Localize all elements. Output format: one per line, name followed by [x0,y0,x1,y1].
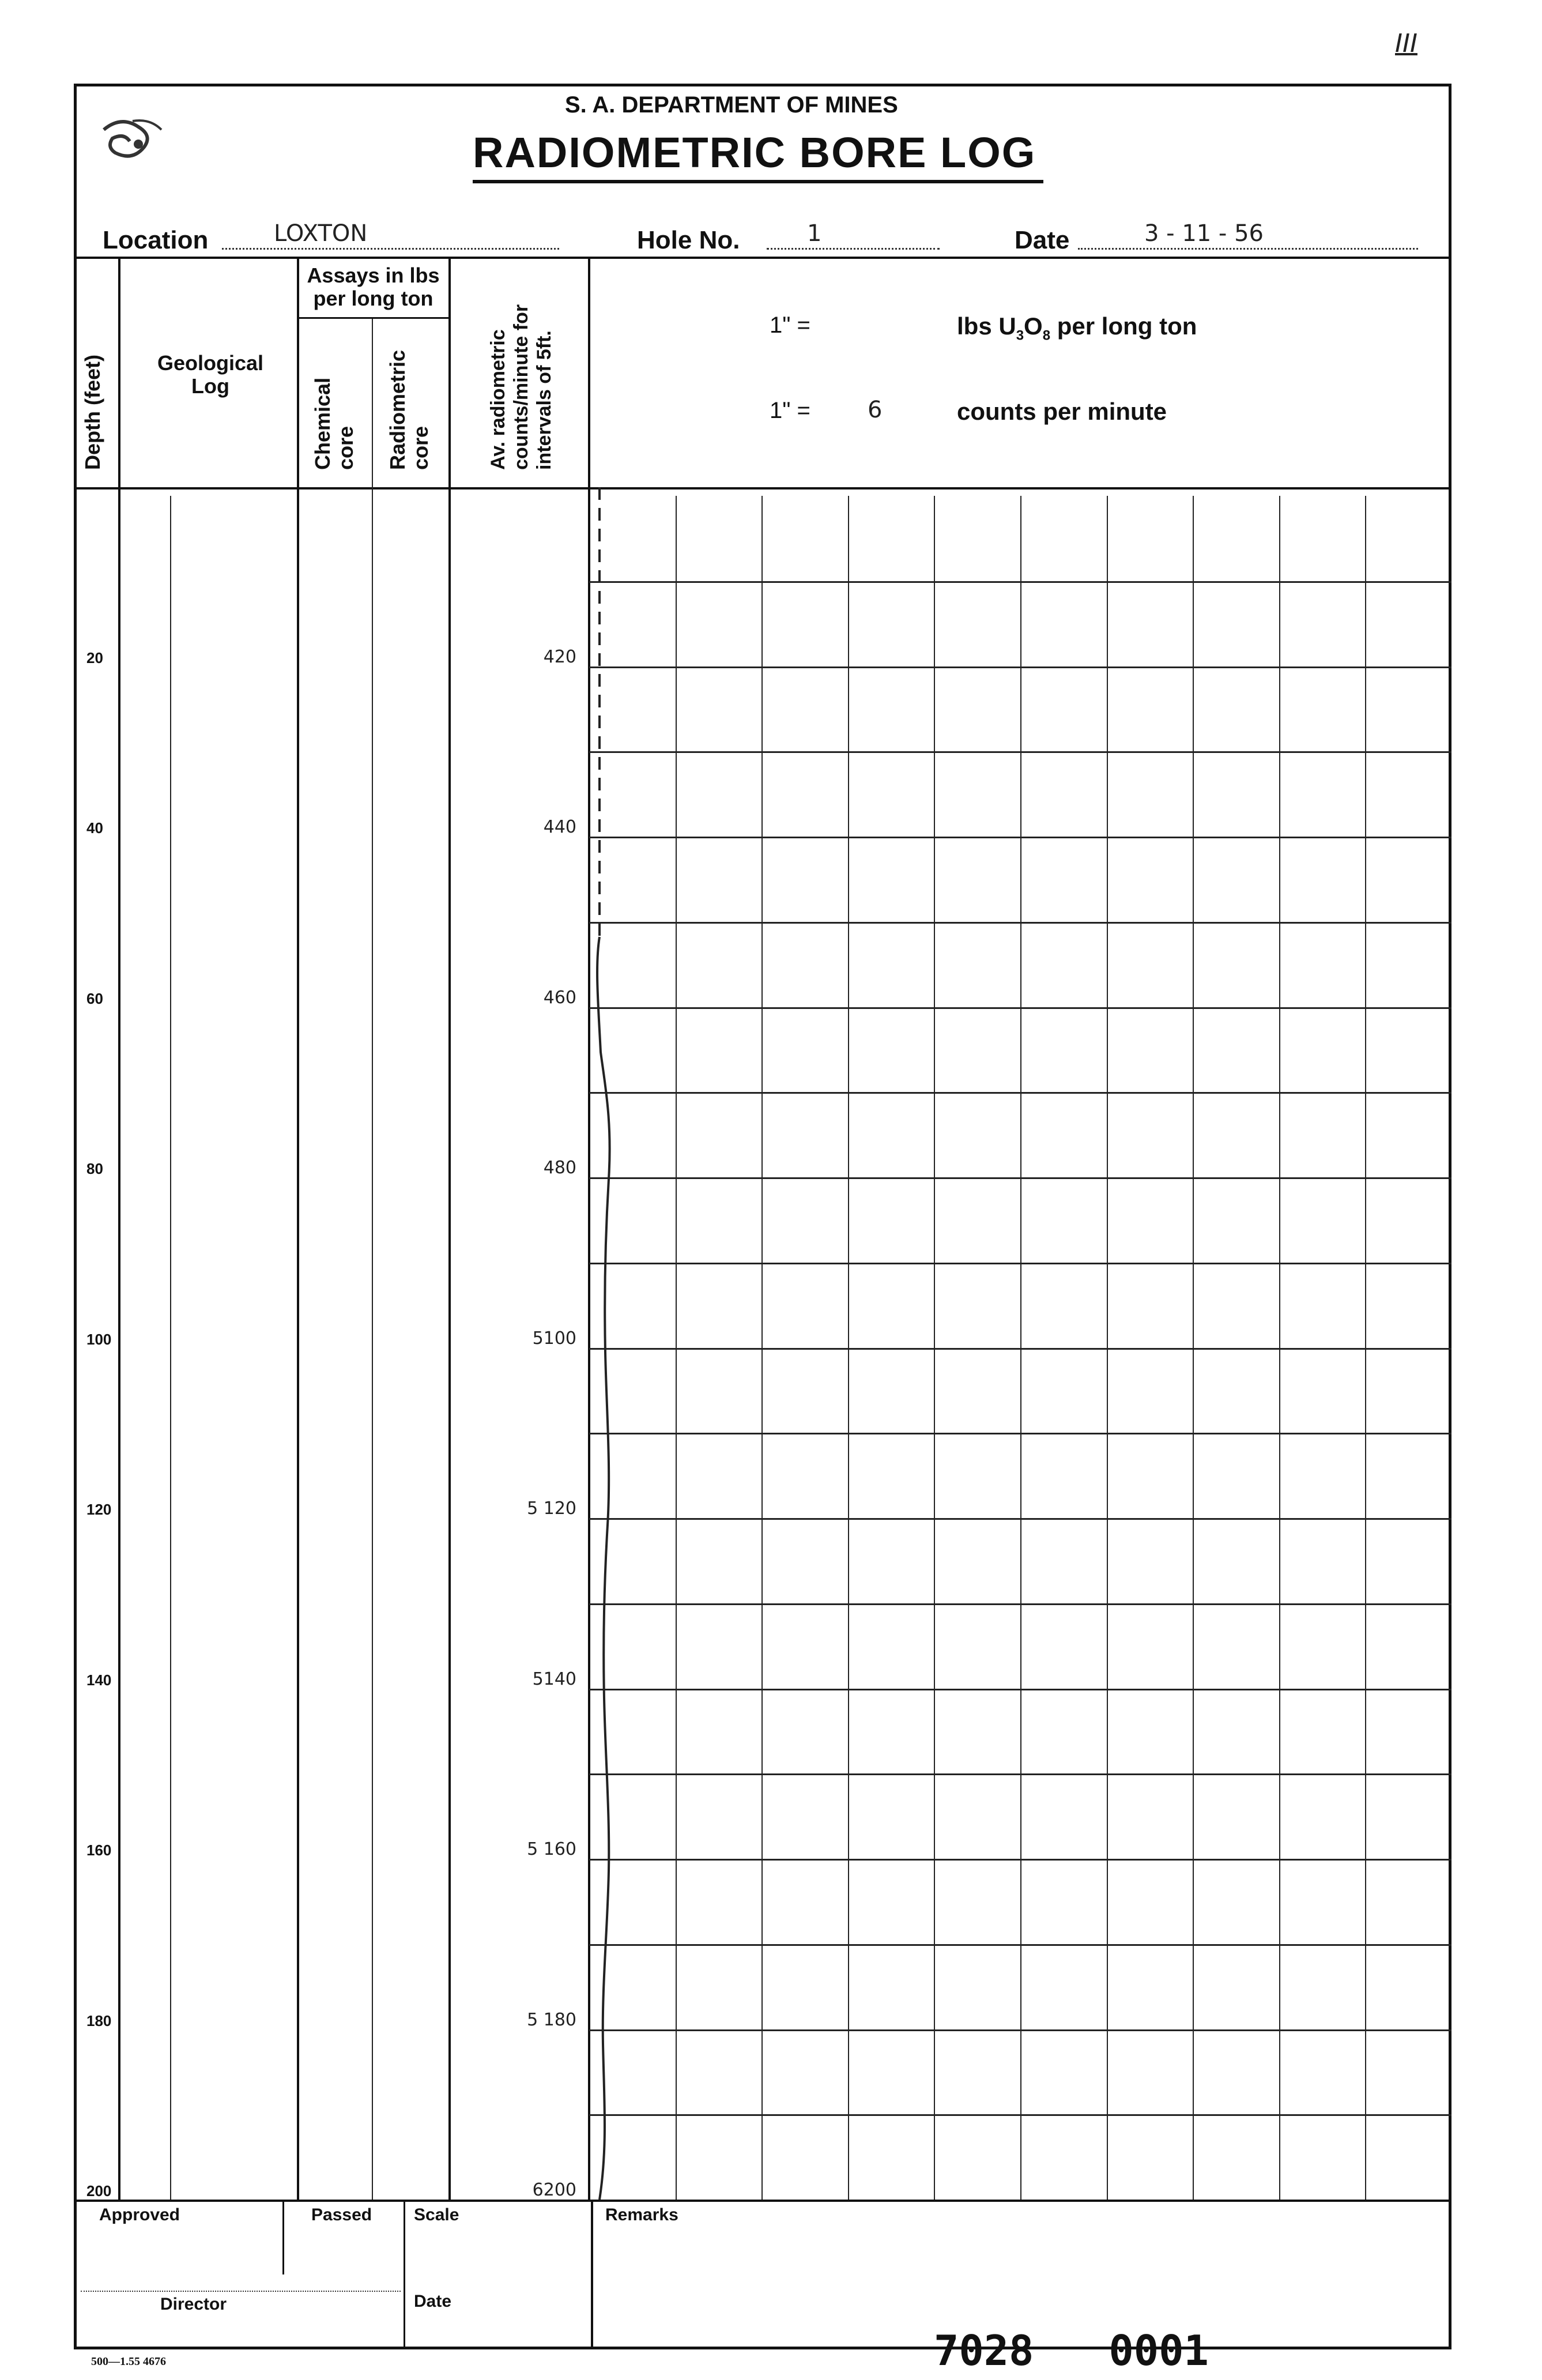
scale-line2-unit: counts per minute [957,398,1167,425]
depth-reading: 5 160 [527,1839,576,1859]
grid-horizontal-line [589,1433,1451,1434]
geological-log-header: Geological Log [157,351,264,398]
depth-label: 160 [86,1842,112,1859]
grid-horizontal-line [589,1348,1451,1350]
depth-reading: 460 [543,987,576,1008]
depth-label: 180 [86,2012,112,2029]
depth-reading: 5100 [532,1328,576,1349]
depth-reading: 440 [543,817,576,837]
grid-horizontal-line [589,666,1451,668]
grid-horizontal-line [589,1603,1451,1605]
scale-line2-prefix: 1" = [770,398,810,423]
scale-line1-prefix: 1" = [770,312,810,338]
date-footer-label: Date [414,2292,452,2311]
grid-horizontal-line [589,1689,1451,1690]
grid-horizontal-line [589,922,1451,924]
grid-horizontal-line [589,1773,1451,1775]
grid-horizontal-line [589,1859,1451,1861]
depth-label: 20 [86,649,103,666]
depth-reading: 5 120 [527,1498,576,1519]
print-code: 500—1.55 4676 [91,2355,166,2368]
grid-horizontal-line [589,581,1451,583]
grid-horizontal-line [589,837,1451,838]
radiometric-trace [588,487,657,2200]
depth-label: 100 [86,1330,112,1348]
department-heading: S. A. DEPARTMENT OF MINES [565,92,898,118]
chemical-core-header: Chemical core [311,377,357,470]
depth-label: 60 [86,989,103,1007]
depth-label: 120 [86,1501,112,1518]
corner-mark: III [1395,29,1417,58]
director-label: Director [160,2295,227,2314]
radiometric-core-header: Radiometric core [386,349,432,470]
passed-label: Passed [311,2205,372,2224]
counts-header-line2: counts/minute for [510,304,532,470]
document-number: 7028 0001 [934,2326,1209,2375]
assays-header: Assays in lbs per long ton [307,263,440,310]
depth-reading: 5 180 [527,2009,576,2030]
depth-label: 40 [86,819,103,837]
location-value: LOXTON [274,220,368,247]
counts-header-line3: intervals of 5ft. [533,330,555,470]
depth-label: 140 [86,1671,112,1689]
hole-no-value: 1 [807,220,822,247]
grid-horizontal-line [589,1518,1451,1520]
scale-label: Scale [414,2205,459,2224]
depth-reading: 420 [543,646,576,667]
grid-horizontal-line [589,1007,1451,1009]
form-title: RADIOMETRIC BORE LOG [473,129,1036,176]
depth-reading: 5140 [532,1669,576,1689]
grid-horizontal-line [589,1177,1451,1179]
depth-reading: 6200 [532,2180,576,2200]
hole-no-label: Hole No. [637,226,740,254]
date-label: Date [1015,226,1070,254]
grid-horizontal-line [589,1944,1451,1946]
depth-column-header: Depth (feet) [81,355,104,470]
counts-header-line1: Av. radiometric [487,329,509,470]
location-label: Location [103,226,209,254]
depth-label: 80 [86,1160,103,1177]
remarks-label: Remarks [605,2205,678,2224]
depth-label: 200 [86,2182,112,2200]
depth-reading: 480 [543,1158,576,1178]
scale-line2-value: 6 [868,397,883,423]
approved-label: Approved [99,2205,180,2224]
grid-horizontal-line [589,2029,1451,2031]
grid-horizontal-line [589,2114,1451,2116]
grid-horizontal-line [589,1263,1451,1264]
date-value: 3 - 11 - 56 [1144,220,1264,247]
grid-horizontal-line [589,751,1451,753]
scale-line1-unit: lbs $U_3O_8$ per long ton [957,312,1197,344]
grid-horizontal-line [589,1092,1451,1094]
